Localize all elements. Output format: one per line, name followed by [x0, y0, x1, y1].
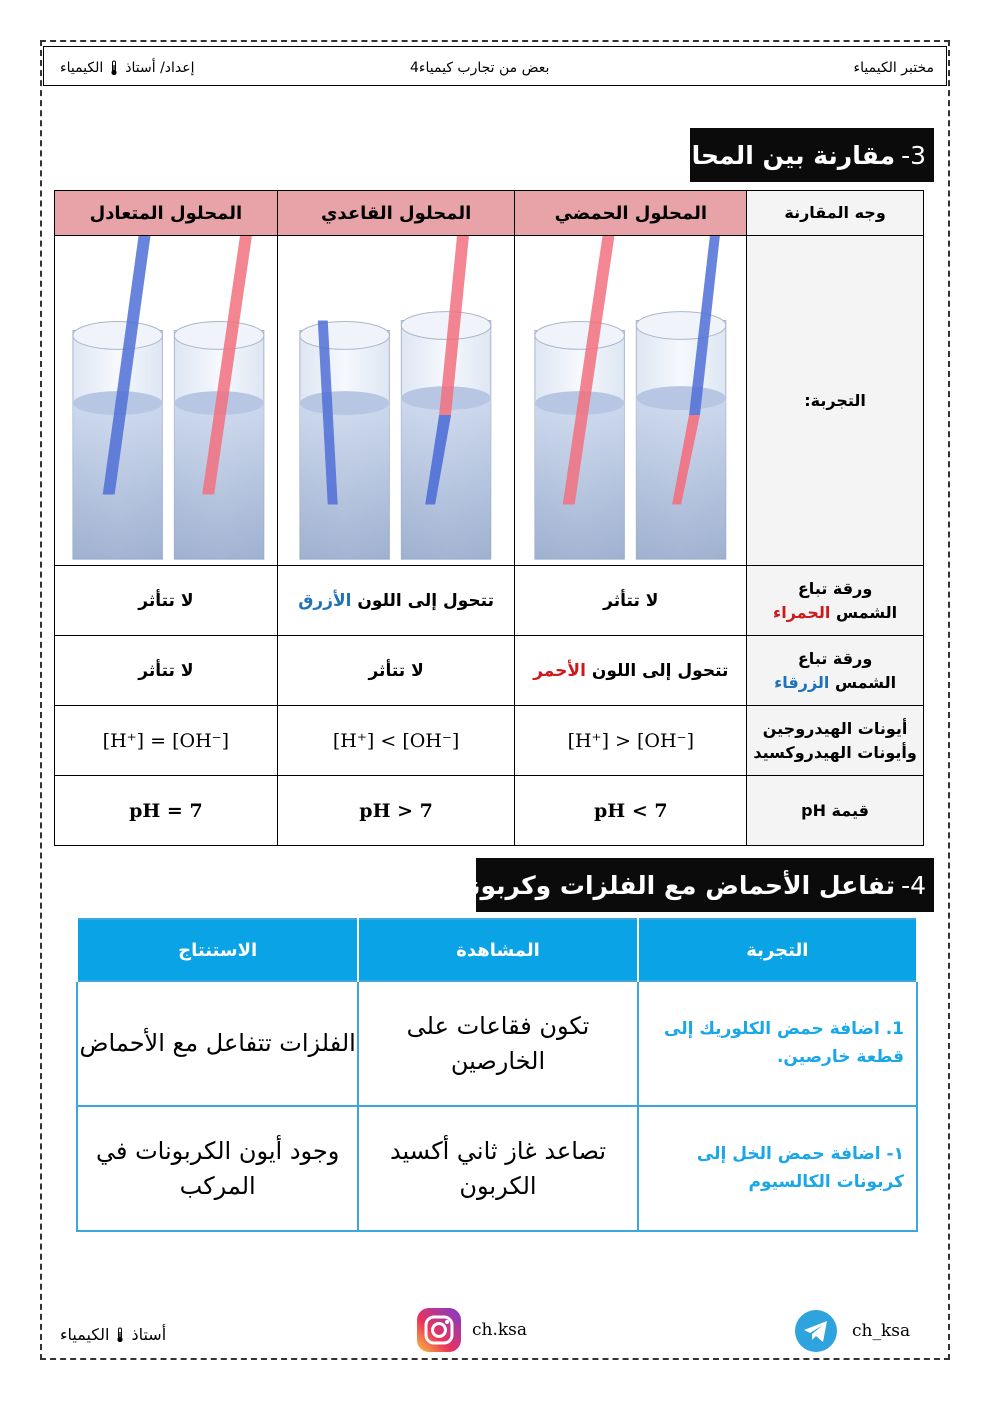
ph-row [55, 776, 924, 846]
thermometer-icon [109, 60, 119, 76]
col-header-acid: المحلول الحمضي [515, 191, 747, 236]
experiment-label: التجربة: [747, 236, 924, 566]
red-litmus-label: ورقة تباع الشمس الحمراء [747, 566, 924, 636]
neutral-experiment-image [55, 236, 278, 566]
footer-instagram[interactable]: ch.ksa [416, 1307, 527, 1353]
table-row [77, 981, 917, 1106]
ions-label: أيونات الهيدروجين وأيونات الهيدروكسيد [747, 706, 924, 776]
conclusion-cell: الفلزات تتفاعل مع الأحماض [77, 981, 358, 1106]
neutral-ph: pH = 7 [55, 776, 278, 846]
acid-red-litmus-result: لا تتأثر [515, 566, 747, 636]
footer-telegram[interactable]: ch_ksa [794, 1309, 910, 1353]
base-blue-litmus-result: لا تتأثر [277, 636, 515, 706]
red-litmus-row [55, 566, 924, 636]
beaker-right [637, 312, 726, 560]
conclusion-cell: وجود أيون الكربونات في المركب [77, 1106, 358, 1231]
blue-litmus-label: ورقة تباع الشمس الزرقاء [747, 636, 924, 706]
neutral-beakers-illustration [55, 236, 277, 564]
solutions-comparison-table [54, 190, 924, 846]
telegram-icon [794, 1309, 838, 1353]
base-beakers-illustration [278, 236, 515, 564]
experiment-row [55, 236, 924, 566]
col-header-observation: المشاهدة [358, 919, 637, 981]
col-header-aspect: وجه المقارنة [747, 191, 924, 236]
base-ions: [H⁺] < [OH⁻] [277, 706, 515, 776]
col-header-conclusion: الاستنتاج [77, 919, 358, 981]
base-ph: pH > 7 [277, 776, 515, 846]
acid-ions: [H⁺] > [OH⁻] [515, 706, 747, 776]
blue-litmus-row [55, 636, 924, 706]
header-lab-title: مختبر الكيمياء [853, 60, 934, 76]
acid-beakers-illustration [515, 236, 746, 564]
header-subtitle: بعض من تجارب كيمياء4 [410, 60, 550, 76]
neutral-red-litmus-result: لا تتأثر [55, 566, 278, 636]
ph-label: قيمة pH [747, 776, 924, 846]
table-row [77, 1106, 917, 1231]
table-header-row [55, 191, 924, 236]
experiment-cell: 1. اضافة حمض الكلوريك إلى قطعة خارصين. [638, 981, 917, 1106]
header-author: إعداد/ أستاذ الكيمياء [60, 60, 195, 76]
neutral-blue-litmus-result: لا تتأثر [55, 636, 278, 706]
base-red-litmus-result: تتحول إلى اللون الأزرق [277, 566, 515, 636]
acid-experiment-image [515, 236, 747, 566]
acid-reactions-table [76, 918, 918, 1232]
base-experiment-image [277, 236, 515, 566]
acid-blue-litmus-result: تتحول إلى اللون الأحمر [515, 636, 747, 706]
instagram-icon [416, 1307, 462, 1353]
col-header-base: المحلول القاعدي [277, 191, 515, 236]
col-header-experiment: التجربة [638, 919, 917, 981]
footer-author: أستاذ الكيمياء [60, 1325, 167, 1344]
ions-row [55, 706, 924, 776]
section4-title: 4- تفاعل الأحماض مع الفلزات وكربوناتها : [476, 858, 934, 912]
neutral-ions: [H⁺] = [OH⁻] [55, 706, 278, 776]
experiment-cell: ١- اضافة حمض الخل إلى كربونات الكالسيوم [638, 1106, 917, 1231]
acid-ph: pH < 7 [515, 776, 747, 846]
col-header-neutral: المحلول المتعادل [55, 191, 278, 236]
table-header-row [77, 919, 917, 981]
observation-cell: تكون فقاعات على الخارصين [358, 981, 637, 1106]
section3-title: 3- مقارنة بين المحاليل : [690, 128, 934, 182]
thermometer-icon [115, 1327, 125, 1343]
observation-cell: تصاعد غاز ثاني أكسيد الكربون [358, 1106, 637, 1231]
